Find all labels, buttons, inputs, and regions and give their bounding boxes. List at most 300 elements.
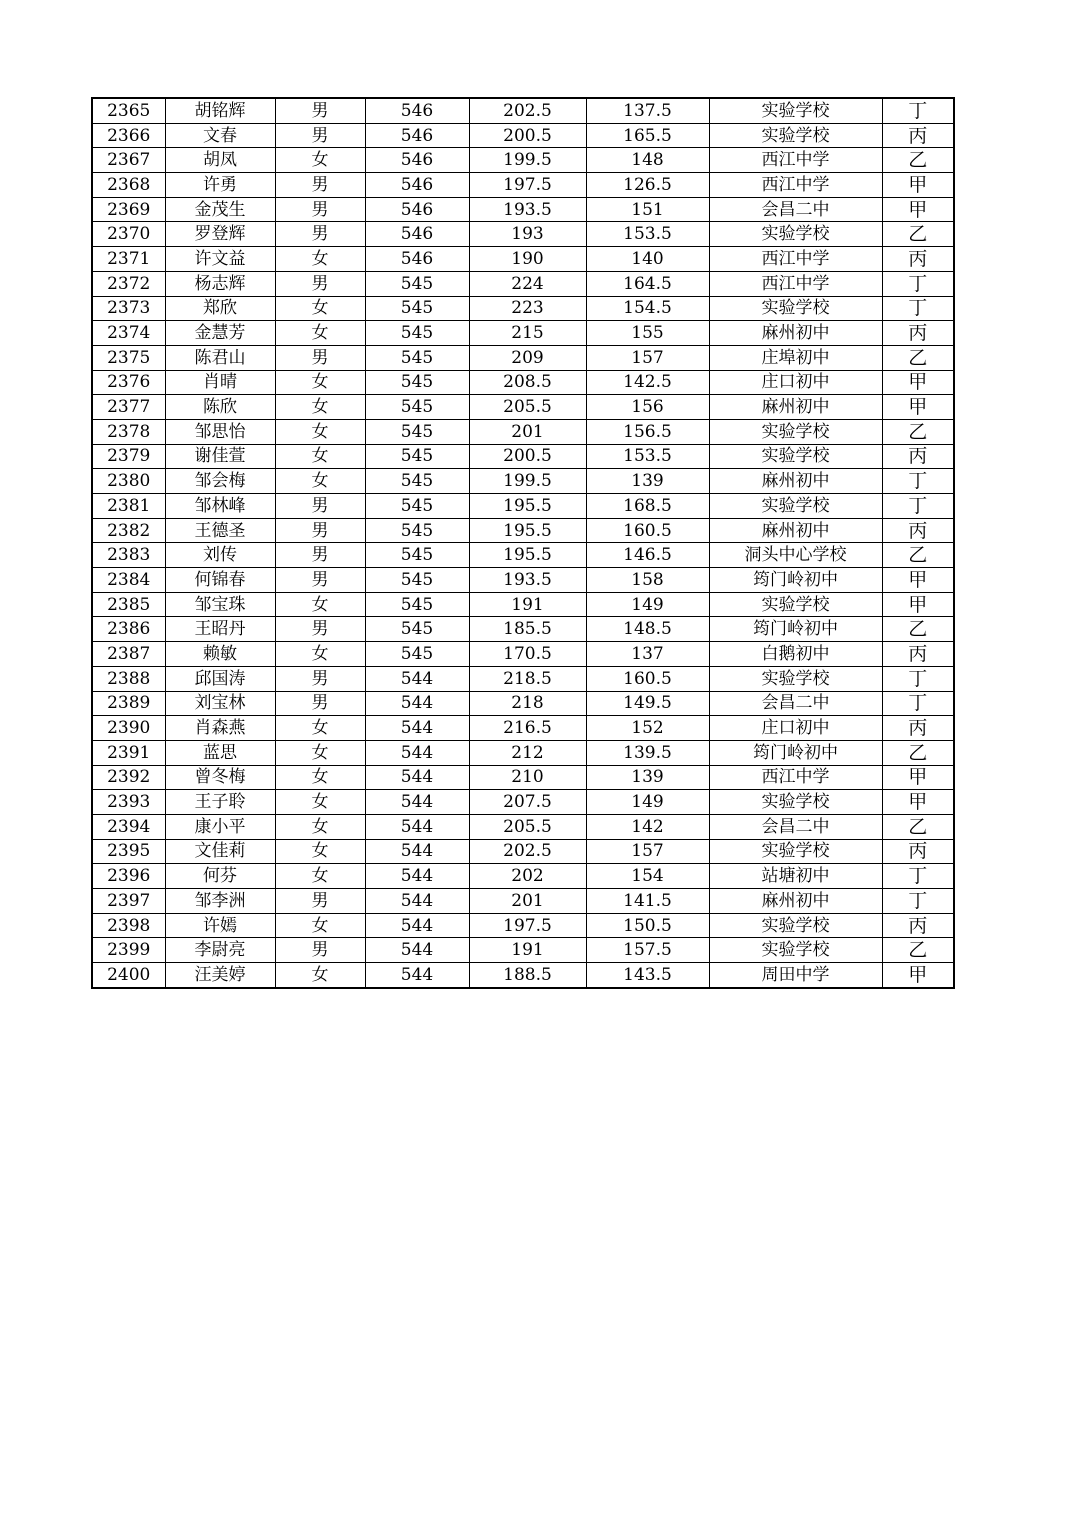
grade-cell: 乙 [882, 345, 954, 370]
score-b-cell: 141.5 [586, 889, 709, 914]
serial-number-cell: 2371 [92, 247, 165, 272]
serial-number-cell: 2376 [92, 370, 165, 395]
total-score-cell: 546 [365, 247, 469, 272]
gender-cell: 女 [275, 642, 365, 667]
serial-number-cell: 2384 [92, 568, 165, 593]
total-score-cell: 544 [365, 691, 469, 716]
total-score-cell: 544 [365, 938, 469, 963]
serial-number-cell: 2388 [92, 666, 165, 691]
name-cell: 赖敏 [165, 642, 275, 667]
total-score-cell: 545 [365, 543, 469, 568]
gender-cell: 女 [275, 247, 365, 272]
score-b-cell: 156 [586, 395, 709, 420]
school-cell: 筠门岭初中 [709, 740, 882, 765]
name-cell: 汪美婷 [165, 963, 275, 988]
score-b-cell: 139 [586, 765, 709, 790]
table-row [92, 98, 954, 123]
name-cell: 胡凤 [165, 148, 275, 173]
table-row [92, 691, 954, 716]
score-b-cell: 168.5 [586, 494, 709, 519]
grade-cell: 乙 [882, 543, 954, 568]
total-score-cell: 544 [365, 790, 469, 815]
score-b-cell: 156.5 [586, 419, 709, 444]
score-b-cell: 153.5 [586, 444, 709, 469]
serial-number-cell: 2368 [92, 173, 165, 198]
table-row [92, 494, 954, 519]
gender-cell: 男 [275, 617, 365, 642]
school-cell: 西江中学 [709, 247, 882, 272]
score-a-cell: 193.5 [469, 197, 586, 222]
grade-cell: 丁 [882, 666, 954, 691]
total-score-cell: 544 [365, 666, 469, 691]
total-score-cell: 545 [365, 617, 469, 642]
total-score-cell: 545 [365, 321, 469, 346]
serial-number-cell: 2369 [92, 197, 165, 222]
table-row [92, 938, 954, 963]
total-score-cell: 545 [365, 296, 469, 321]
score-b-cell: 139 [586, 469, 709, 494]
gender-cell: 女 [275, 444, 365, 469]
score-a-cell: 197.5 [469, 173, 586, 198]
score-a-cell: 216.5 [469, 716, 586, 741]
total-score-cell: 545 [365, 444, 469, 469]
gender-cell: 男 [275, 568, 365, 593]
gender-cell: 女 [275, 814, 365, 839]
grade-cell: 丁 [882, 469, 954, 494]
grade-cell: 丁 [882, 98, 954, 123]
table-row [92, 345, 954, 370]
name-cell: 许嫣 [165, 913, 275, 938]
school-cell: 实验学校 [709, 839, 882, 864]
gender-cell: 女 [275, 370, 365, 395]
school-cell: 麻州初中 [709, 518, 882, 543]
school-cell: 周田中学 [709, 963, 882, 988]
score-a-cell: 215 [469, 321, 586, 346]
school-cell: 麻州初中 [709, 469, 882, 494]
name-cell: 文佳莉 [165, 839, 275, 864]
serial-number-cell: 2375 [92, 345, 165, 370]
grade-cell: 丙 [882, 123, 954, 148]
total-score-cell: 545 [365, 592, 469, 617]
score-a-cell: 199.5 [469, 148, 586, 173]
score-b-cell: 158 [586, 568, 709, 593]
score-a-cell: 201 [469, 889, 586, 914]
table-row [92, 913, 954, 938]
grade-cell: 甲 [882, 963, 954, 988]
total-score-cell: 544 [365, 765, 469, 790]
serial-number-cell: 2400 [92, 963, 165, 988]
serial-number-cell: 2374 [92, 321, 165, 346]
grade-cell: 丙 [882, 839, 954, 864]
score-b-cell: 154.5 [586, 296, 709, 321]
score-b-cell: 149.5 [586, 691, 709, 716]
score-a-cell: 191 [469, 592, 586, 617]
total-score-cell: 544 [365, 889, 469, 914]
score-a-cell: 197.5 [469, 913, 586, 938]
grade-cell: 乙 [882, 222, 954, 247]
gender-cell: 男 [275, 666, 365, 691]
serial-number-cell: 2383 [92, 543, 165, 568]
school-cell: 西江中学 [709, 173, 882, 198]
total-score-cell: 546 [365, 123, 469, 148]
school-cell: 实验学校 [709, 938, 882, 963]
score-a-cell: 202.5 [469, 98, 586, 123]
score-table [91, 97, 955, 989]
gender-cell: 女 [275, 592, 365, 617]
grade-cell: 甲 [882, 395, 954, 420]
name-cell: 肖晴 [165, 370, 275, 395]
total-score-cell: 545 [365, 568, 469, 593]
school-cell: 实验学校 [709, 494, 882, 519]
serial-number-cell: 2390 [92, 716, 165, 741]
name-cell: 金茂生 [165, 197, 275, 222]
name-cell: 杨志辉 [165, 271, 275, 296]
table-row [92, 814, 954, 839]
grade-cell: 乙 [882, 148, 954, 173]
school-cell: 实验学校 [709, 123, 882, 148]
grade-cell: 乙 [882, 938, 954, 963]
serial-number-cell: 2381 [92, 494, 165, 519]
table-row [92, 173, 954, 198]
grade-cell: 丙 [882, 518, 954, 543]
table-row [92, 271, 954, 296]
grade-cell: 丙 [882, 642, 954, 667]
grade-cell: 乙 [882, 419, 954, 444]
grade-cell: 丙 [882, 247, 954, 272]
grade-cell: 丁 [882, 691, 954, 716]
score-a-cell: 212 [469, 740, 586, 765]
serial-number-cell: 2395 [92, 839, 165, 864]
serial-number-cell: 2366 [92, 123, 165, 148]
serial-number-cell: 2386 [92, 617, 165, 642]
score-a-cell: 205.5 [469, 814, 586, 839]
grade-cell: 丁 [882, 864, 954, 889]
gender-cell: 男 [275, 197, 365, 222]
table-row [92, 222, 954, 247]
grade-cell: 丙 [882, 716, 954, 741]
gender-cell: 女 [275, 963, 365, 988]
grade-cell: 丁 [882, 296, 954, 321]
school-cell: 麻州初中 [709, 395, 882, 420]
name-cell: 王子聆 [165, 790, 275, 815]
total-score-cell: 546 [365, 173, 469, 198]
school-cell: 庄埠初中 [709, 345, 882, 370]
gender-cell: 男 [275, 123, 365, 148]
score-a-cell: 190 [469, 247, 586, 272]
name-cell: 罗登辉 [165, 222, 275, 247]
name-cell: 蓝思 [165, 740, 275, 765]
table-row [92, 666, 954, 691]
gender-cell: 女 [275, 765, 365, 790]
grade-cell: 丙 [882, 444, 954, 469]
name-cell: 刘宝林 [165, 691, 275, 716]
score-b-cell: 143.5 [586, 963, 709, 988]
school-cell: 实验学校 [709, 666, 882, 691]
serial-number-cell: 2392 [92, 765, 165, 790]
gender-cell: 男 [275, 98, 365, 123]
table-row [92, 197, 954, 222]
table-row [92, 518, 954, 543]
score-b-cell: 142.5 [586, 370, 709, 395]
table-row [92, 790, 954, 815]
name-cell: 何锦春 [165, 568, 275, 593]
serial-number-cell: 2372 [92, 271, 165, 296]
gender-cell: 女 [275, 419, 365, 444]
name-cell: 邹会梅 [165, 469, 275, 494]
name-cell: 陈君山 [165, 345, 275, 370]
total-score-cell: 544 [365, 740, 469, 765]
name-cell: 肖森燕 [165, 716, 275, 741]
gender-cell: 女 [275, 469, 365, 494]
score-a-cell: 218.5 [469, 666, 586, 691]
table-row [92, 963, 954, 988]
score-a-cell: 208.5 [469, 370, 586, 395]
school-cell: 实验学校 [709, 444, 882, 469]
gender-cell: 男 [275, 889, 365, 914]
school-cell: 筠门岭初中 [709, 617, 882, 642]
school-cell: 麻州初中 [709, 321, 882, 346]
grade-cell: 甲 [882, 592, 954, 617]
school-cell: 西江中学 [709, 148, 882, 173]
serial-number-cell: 2373 [92, 296, 165, 321]
serial-number-cell: 2382 [92, 518, 165, 543]
gender-cell: 男 [275, 173, 365, 198]
school-cell: 会昌二中 [709, 814, 882, 839]
score-b-cell: 152 [586, 716, 709, 741]
serial-number-cell: 2385 [92, 592, 165, 617]
score-a-cell: 170.5 [469, 642, 586, 667]
score-a-cell: 199.5 [469, 469, 586, 494]
total-score-cell: 544 [365, 864, 469, 889]
school-cell: 站塘初中 [709, 864, 882, 889]
score-a-cell: 191 [469, 938, 586, 963]
table-row [92, 148, 954, 173]
score-a-cell: 207.5 [469, 790, 586, 815]
school-cell: 实验学校 [709, 98, 882, 123]
school-cell: 西江中学 [709, 765, 882, 790]
school-cell: 会昌二中 [709, 197, 882, 222]
score-b-cell: 157 [586, 839, 709, 864]
grade-cell: 甲 [882, 568, 954, 593]
school-cell: 实验学校 [709, 592, 882, 617]
name-cell: 许勇 [165, 173, 275, 198]
score-b-cell: 157 [586, 345, 709, 370]
table-row [92, 247, 954, 272]
score-b-cell: 139.5 [586, 740, 709, 765]
total-score-cell: 545 [365, 469, 469, 494]
serial-number-cell: 2396 [92, 864, 165, 889]
school-cell: 实验学校 [709, 913, 882, 938]
gender-cell: 男 [275, 518, 365, 543]
score-a-cell: 202.5 [469, 839, 586, 864]
school-cell: 实验学校 [709, 419, 882, 444]
serial-number-cell: 2367 [92, 148, 165, 173]
grade-cell: 丙 [882, 913, 954, 938]
table-row [92, 419, 954, 444]
score-b-cell: 151 [586, 197, 709, 222]
gender-cell: 女 [275, 321, 365, 346]
table-row [92, 395, 954, 420]
school-cell: 会昌二中 [709, 691, 882, 716]
school-cell: 筠门岭初中 [709, 568, 882, 593]
name-cell: 文春 [165, 123, 275, 148]
name-cell: 邹宝珠 [165, 592, 275, 617]
score-b-cell: 137.5 [586, 98, 709, 123]
score-a-cell: 202 [469, 864, 586, 889]
gender-cell: 女 [275, 913, 365, 938]
table-row [92, 568, 954, 593]
total-score-cell: 544 [365, 716, 469, 741]
name-cell: 邹思怡 [165, 419, 275, 444]
grade-cell: 甲 [882, 370, 954, 395]
score-b-cell: 149 [586, 790, 709, 815]
score-a-cell: 210 [469, 765, 586, 790]
table-row [92, 592, 954, 617]
gender-cell: 女 [275, 296, 365, 321]
table-row [92, 469, 954, 494]
gender-cell: 男 [275, 494, 365, 519]
score-b-cell: 142 [586, 814, 709, 839]
name-cell: 康小平 [165, 814, 275, 839]
score-b-cell: 160.5 [586, 666, 709, 691]
score-a-cell: 224 [469, 271, 586, 296]
table-row [92, 296, 954, 321]
score-b-cell: 164.5 [586, 271, 709, 296]
school-cell: 实验学校 [709, 790, 882, 815]
gender-cell: 男 [275, 543, 365, 568]
name-cell: 何芬 [165, 864, 275, 889]
name-cell: 王德圣 [165, 518, 275, 543]
school-cell: 白鹅初中 [709, 642, 882, 667]
total-score-cell: 545 [365, 642, 469, 667]
serial-number-cell: 2387 [92, 642, 165, 667]
score-a-cell: 201 [469, 419, 586, 444]
gender-cell: 女 [275, 716, 365, 741]
grade-cell: 甲 [882, 790, 954, 815]
score-a-cell: 185.5 [469, 617, 586, 642]
table-row [92, 740, 954, 765]
gender-cell: 男 [275, 691, 365, 716]
name-cell: 李尉亮 [165, 938, 275, 963]
total-score-cell: 546 [365, 197, 469, 222]
school-cell: 实验学校 [709, 296, 882, 321]
total-score-cell: 546 [365, 222, 469, 247]
table-row [92, 444, 954, 469]
score-a-cell: 223 [469, 296, 586, 321]
grade-cell: 甲 [882, 765, 954, 790]
serial-number-cell: 2370 [92, 222, 165, 247]
score-a-cell: 195.5 [469, 543, 586, 568]
serial-number-cell: 2398 [92, 913, 165, 938]
name-cell: 曾冬梅 [165, 765, 275, 790]
serial-number-cell: 2391 [92, 740, 165, 765]
score-a-cell: 195.5 [469, 518, 586, 543]
gender-cell: 女 [275, 864, 365, 889]
serial-number-cell: 2397 [92, 889, 165, 914]
school-cell: 庄口初中 [709, 716, 882, 741]
score-table-body [92, 98, 954, 988]
grade-cell: 乙 [882, 617, 954, 642]
table-row [92, 617, 954, 642]
serial-number-cell: 2380 [92, 469, 165, 494]
total-score-cell: 544 [365, 913, 469, 938]
score-b-cell: 148.5 [586, 617, 709, 642]
total-score-cell: 546 [365, 148, 469, 173]
name-cell: 王昭丹 [165, 617, 275, 642]
gender-cell: 女 [275, 148, 365, 173]
name-cell: 刘传 [165, 543, 275, 568]
grade-cell: 乙 [882, 740, 954, 765]
name-cell: 邹林峰 [165, 494, 275, 519]
score-a-cell: 193.5 [469, 568, 586, 593]
gender-cell: 女 [275, 839, 365, 864]
serial-number-cell: 2389 [92, 691, 165, 716]
table-row [92, 123, 954, 148]
table-row [92, 716, 954, 741]
total-score-cell: 545 [365, 271, 469, 296]
serial-number-cell: 2365 [92, 98, 165, 123]
total-score-cell: 545 [365, 370, 469, 395]
name-cell: 邱国涛 [165, 666, 275, 691]
total-score-cell: 545 [365, 518, 469, 543]
table-row [92, 321, 954, 346]
score-b-cell: 165.5 [586, 123, 709, 148]
serial-number-cell: 2379 [92, 444, 165, 469]
grade-cell: 丙 [882, 321, 954, 346]
score-b-cell: 157.5 [586, 938, 709, 963]
gender-cell: 女 [275, 395, 365, 420]
grade-cell: 甲 [882, 173, 954, 198]
table-row [92, 370, 954, 395]
table-row [92, 864, 954, 889]
score-b-cell: 148 [586, 148, 709, 173]
name-cell: 胡铭辉 [165, 98, 275, 123]
serial-number-cell: 2394 [92, 814, 165, 839]
score-b-cell: 146.5 [586, 543, 709, 568]
table-row [92, 543, 954, 568]
gender-cell: 男 [275, 222, 365, 247]
score-b-cell: 149 [586, 592, 709, 617]
score-a-cell: 188.5 [469, 963, 586, 988]
score-b-cell: 155 [586, 321, 709, 346]
school-cell: 庄口初中 [709, 370, 882, 395]
table-row [92, 839, 954, 864]
total-score-cell: 544 [365, 839, 469, 864]
grade-cell: 甲 [882, 197, 954, 222]
school-cell: 洞头中心学校 [709, 543, 882, 568]
grade-cell: 乙 [882, 814, 954, 839]
gender-cell: 男 [275, 345, 365, 370]
name-cell: 邹李洲 [165, 889, 275, 914]
score-a-cell: 209 [469, 345, 586, 370]
gender-cell: 男 [275, 938, 365, 963]
name-cell: 郑欣 [165, 296, 275, 321]
score-b-cell: 140 [586, 247, 709, 272]
score-b-cell: 160.5 [586, 518, 709, 543]
serial-number-cell: 2378 [92, 419, 165, 444]
table-row [92, 765, 954, 790]
total-score-cell: 545 [365, 345, 469, 370]
table-row [92, 642, 954, 667]
score-b-cell: 126.5 [586, 173, 709, 198]
school-cell: 实验学校 [709, 222, 882, 247]
score-b-cell: 154 [586, 864, 709, 889]
score-a-cell: 200.5 [469, 123, 586, 148]
total-score-cell: 545 [365, 395, 469, 420]
score-b-cell: 137 [586, 642, 709, 667]
name-cell: 陈欣 [165, 395, 275, 420]
score-a-cell: 205.5 [469, 395, 586, 420]
